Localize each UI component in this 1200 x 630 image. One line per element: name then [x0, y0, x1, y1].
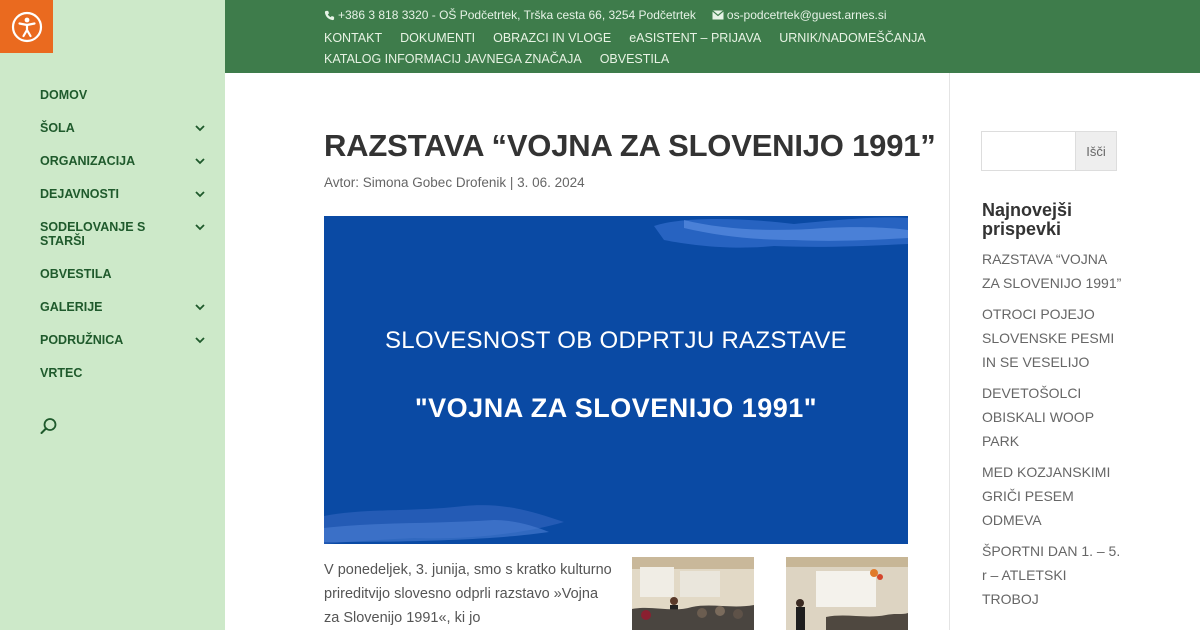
menu-item-easistent[interactable]: eASISTENT – PRIJAVA [629, 31, 762, 45]
menu-item-dokumenti[interactable]: DOKUMENTI [400, 31, 476, 45]
menu-item-kontakt[interactable]: KONTAKT [324, 31, 383, 45]
search-input[interactable] [981, 131, 1075, 171]
recent-post-link[interactable]: MED KOZJANSKIMI GRIČI PESEM ODMEVA [982, 464, 1111, 528]
post-title: RAZSTAVA “VOJNA ZA SLOVENIJO 1991” [324, 128, 936, 163]
chevron-down-icon[interactable] [195, 223, 205, 231]
menu-item-katalog[interactable]: KATALOG INFORMACIJ JAVNEGA ZNAČAJA [324, 52, 582, 66]
post-body: V ponedeljek, 3. junija, smo s kratko kulturno prireditvijo slovesno odprli razstavo »Vojna za Slovenijo 1991«, ki jo [324, 562, 612, 626]
email-link[interactable]: os-podcetrtek@guest.arnes.si [726, 8, 887, 22]
chevron-down-icon[interactable] [195, 190, 205, 198]
hero-title: "VOJNA ZA SLOVENIJO 1991" [414, 393, 818, 423]
menu-item-obrazci[interactable]: OBRAZCI IN VLOGE [493, 31, 612, 45]
gallery-photo [786, 557, 908, 630]
content-divider [949, 73, 950, 630]
recent-posts-list [982, 247, 1122, 618]
header-menu [324, 28, 944, 70]
brush-strokes [324, 216, 908, 544]
hero-image [324, 216, 908, 544]
contact-info: +386 3 818 3320 - OŠ Podčetrtek, Trška cesta 66, 3254 Podčetrtek [338, 8, 696, 22]
recent-posts-heading: Najnovejši prispevki [982, 200, 1073, 239]
nav-item-sola[interactable] [40, 121, 205, 135]
search-icon[interactable] [40, 417, 58, 435]
top-header [225, 0, 1200, 73]
menu-item-obvestila[interactable]: OBVESTILA [599, 52, 670, 66]
chevron-down-icon[interactable] [195, 157, 205, 165]
nav-item-dejavnosti[interactable] [40, 187, 205, 201]
gallery-thumbnail[interactable] [632, 557, 754, 630]
contact-bar [324, 8, 886, 22]
gallery-photo [632, 557, 754, 630]
nav-item-label: DEJAVNOSTI [40, 187, 119, 201]
nav-item-galerije[interactable] [40, 300, 205, 314]
left-sidebar [0, 0, 225, 630]
nav-item-label: DOMOV [40, 88, 88, 102]
hero-subtitle: SLOVESNOST OB ODPRTJU RAZSTAVE [385, 327, 847, 354]
nav-item-label: VRTEC [40, 366, 83, 380]
nav-item-obvestila[interactable] [40, 267, 205, 281]
mail-icon [712, 10, 724, 20]
nav-item-domov[interactable] [40, 88, 205, 102]
recent-post-link[interactable]: RAZSTAVA “VOJNA ZA SLOVENIJO 1991” [982, 251, 1122, 291]
main-nav [40, 88, 205, 399]
nav-item-label: GALERIJE [40, 300, 103, 314]
chevron-down-icon[interactable] [195, 336, 205, 344]
nav-item-label: ORGANIZACIJA [40, 154, 136, 168]
nav-item-label: PODRUŽNICA [40, 333, 124, 347]
nav-item-podruznica[interactable] [40, 333, 205, 347]
chevron-down-icon[interactable] [195, 303, 205, 311]
nav-item-sodelovanje[interactable] [40, 220, 205, 248]
gallery-thumbnail[interactable] [786, 557, 908, 630]
recent-post-link[interactable]: ŠPORTNI DAN 1. – 5. r – ATLETSKI TROBOJ [982, 543, 1121, 607]
recent-post-link[interactable]: DEVETOŠOLCI OBISKALI WOOP PARK [982, 385, 1094, 449]
nav-item-label: SODELOVANJE S STARŠI [40, 220, 146, 248]
accessibility-button[interactable] [0, 0, 53, 53]
nav-item-organizacija[interactable] [40, 154, 205, 168]
post-meta: Avtor: Simona Gobec Drofenik | 3. 06. 2024 [324, 175, 585, 190]
recent-post-link[interactable]: OTROCI POJEJO SLOVENSKE PESMI IN SE VESELIJO [982, 306, 1115, 370]
chevron-down-icon[interactable] [195, 124, 205, 132]
nav-item-label: ŠOLA [40, 121, 75, 135]
search-button[interactable]: Išči [1075, 131, 1117, 171]
nav-item-vrtec[interactable] [40, 366, 205, 380]
accessibility-icon [11, 11, 43, 43]
phone-icon [324, 10, 335, 21]
nav-item-label: OBVESTILA [40, 267, 112, 281]
menu-item-urnik[interactable]: URNIK/NADOMEŠČANJA [779, 31, 926, 45]
